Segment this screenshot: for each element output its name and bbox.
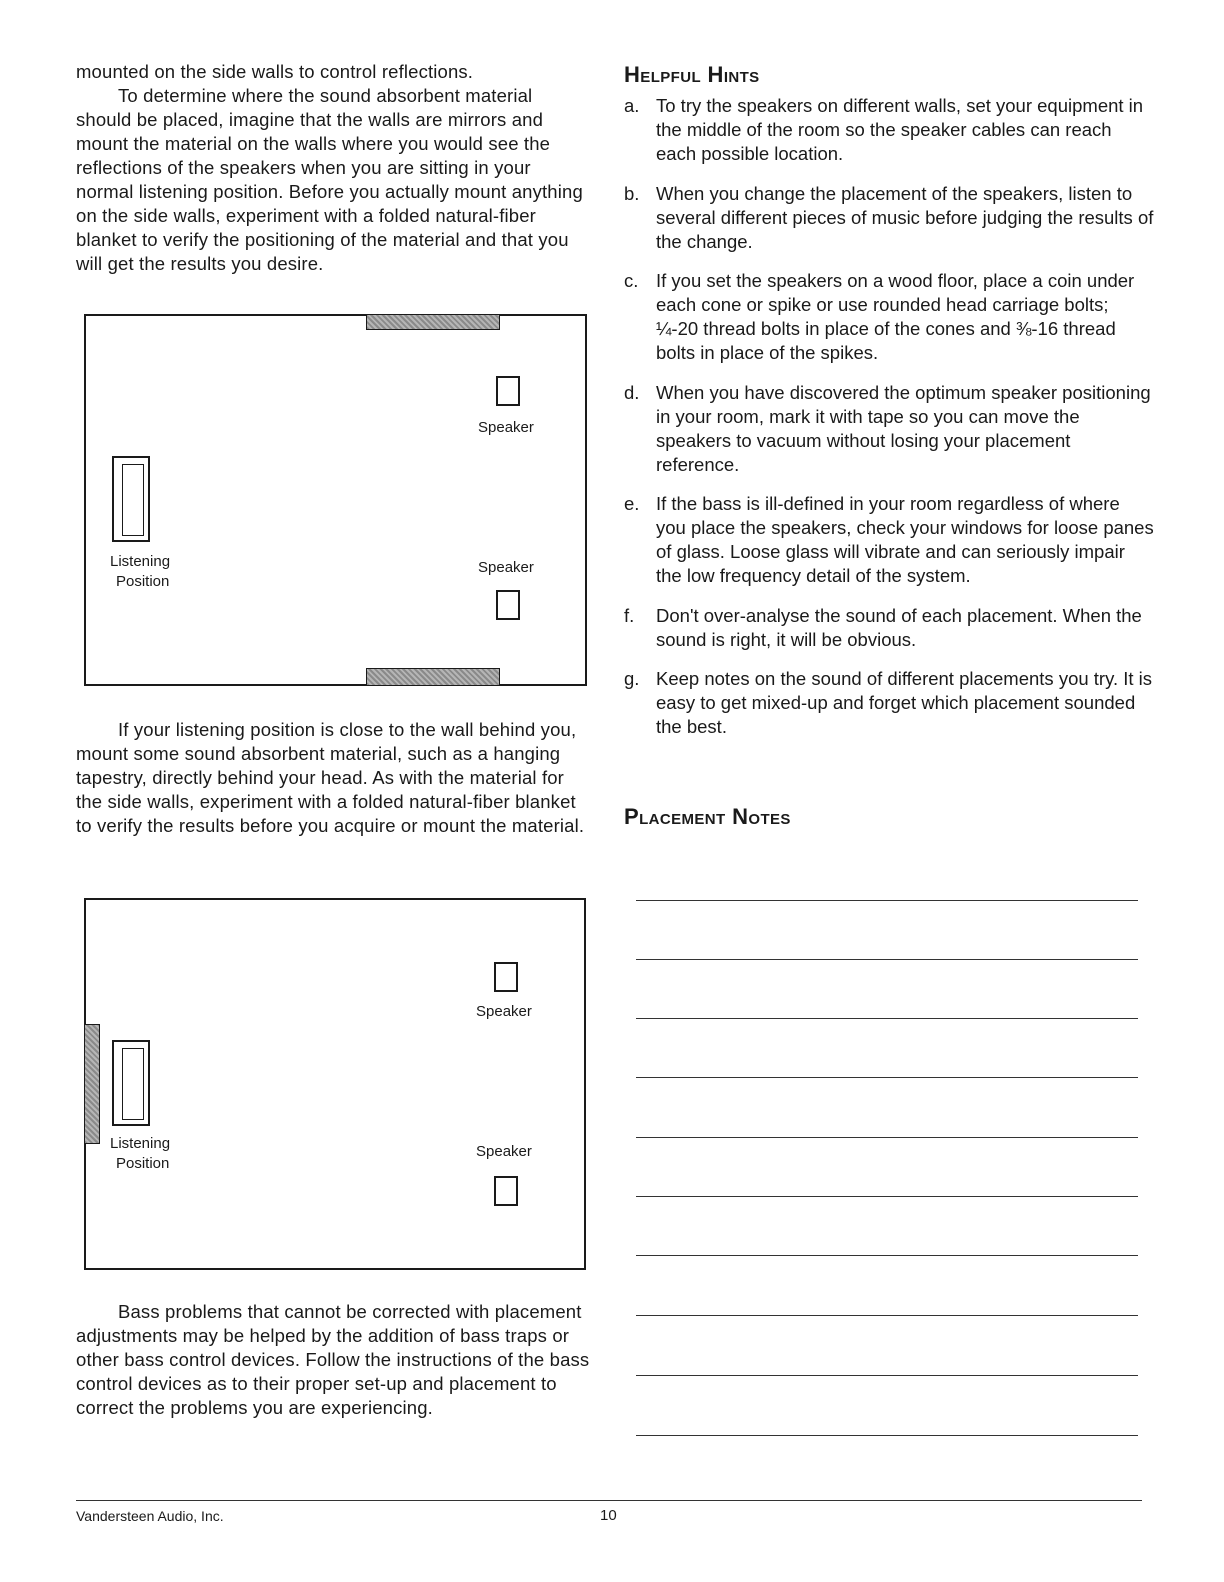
absorber-top-wall <box>366 314 500 330</box>
speaker-bottom-icon <box>494 1176 518 1206</box>
hint-letter: d. <box>624 381 640 403</box>
listening-label-line1: Listening <box>110 1135 171 1152</box>
hint-item <box>624 94 1154 166</box>
left-bottom-text <box>76 1300 592 1420</box>
paragraph-continued: mounted on the side walls to control reflections. <box>76 61 474 82</box>
hint-item <box>624 381 1154 477</box>
listening-chair-seat <box>122 1048 144 1120</box>
right-column <box>624 62 1154 755</box>
hint-text: Keep notes on the sound of different placements you try. It is easy to get mixed-up and forget which placement sounded the best. <box>656 668 1153 737</box>
speaker-top-icon <box>496 376 520 406</box>
hint-item <box>624 604 1154 652</box>
note-line[interactable] <box>636 1375 1138 1376</box>
hint-text: When you change the placement of the speakers, listen to several different pieces of music before judging the results of the change. <box>656 182 1154 252</box>
note-line[interactable] <box>636 900 1138 901</box>
hint-item <box>624 269 1154 365</box>
left-mid-text <box>76 718 592 838</box>
hint-text: If the bass is ill-defined in your room regardless of where you place the speakers, check your windows for loose panes of glass. Loose glass will vibrate and can seriously impair the low frequency detail of the system. <box>656 493 1154 586</box>
note-line[interactable] <box>636 1077 1138 1078</box>
hint-letter: c. <box>624 270 639 291</box>
speaker-top-label: Speaker <box>478 419 534 436</box>
helpful-hints-heading: Helpful Hints <box>624 62 760 87</box>
speaker-bottom-label: Speaker <box>478 559 534 576</box>
note-line[interactable] <box>636 959 1138 960</box>
hint-letter: f. <box>624 604 635 626</box>
listening-label-line2: Position <box>116 1155 170 1172</box>
placement-notes-heading: Placement Notes <box>624 804 791 829</box>
note-line[interactable] <box>636 1196 1138 1197</box>
hint-item <box>624 667 1154 739</box>
paragraph-bass-traps: Bass problems that cannot be corrected with placement adjustments may be helped by the addition of bass traps or other bass control devices. Follow the instructions of the bass control devices as to their proper set-up and placement to correct the problems you are experiencing. <box>76 1301 590 1418</box>
hint-text: To try the speakers on different walls, set your equipment in the middle of the room so the speaker cables can reach each possible location. <box>656 95 1144 164</box>
hint-letter: a. <box>624 95 640 116</box>
footer-divider <box>76 1500 1142 1501</box>
listening-label-line1: Listening <box>110 553 171 570</box>
absorber-bottom-wall <box>366 668 500 686</box>
speaker-bottom-icon <box>496 590 520 620</box>
listening-chair-seat <box>122 464 144 536</box>
paragraph-behind-head: If your listening position is close to the wall behind you, mount some sound absorbent material, such as a hanging tapestry, directly behind your head. As with the material for the side walls, experiment with a folded natural-fiber blanket to verify the results before you acquire or mount the material. <box>76 719 585 836</box>
note-line[interactable] <box>636 1137 1138 1138</box>
absorber-rear-wall <box>84 1024 100 1144</box>
hint-letter: g. <box>624 668 640 689</box>
hint-letter: b. <box>624 182 640 204</box>
speaker-top-icon <box>494 962 518 992</box>
note-line[interactable] <box>636 1018 1138 1019</box>
room-diagram-rear-wall <box>84 898 586 1270</box>
room-diagram-side-walls <box>84 314 587 686</box>
hint-text: If you set the speakers on a wood floor, place a coin under each cone or spike or use rounded head carriage bolts; ¼-20 thread bolts in place of the cones and ⅜-16 thread bolts in place of the spikes. <box>656 270 1135 363</box>
speaker-bottom-label: Speaker <box>476 1143 532 1160</box>
speaker-top-label: Speaker <box>476 1003 532 1020</box>
footer-company: Vandersteen Audio, Inc. <box>76 1508 224 1524</box>
note-line[interactable] <box>636 1315 1138 1316</box>
hint-item <box>624 492 1154 588</box>
hint-item <box>624 182 1154 254</box>
note-line[interactable] <box>636 1435 1138 1436</box>
hint-text: Don't over-analyse the sound of each placement. When the sound is right, it will be obvious. <box>656 604 1142 650</box>
left-column <box>76 60 592 276</box>
note-line[interactable] <box>636 1255 1138 1256</box>
hint-text: When you have discovered the optimum speaker positioning in your room, mark it with tape so you can move the speakers to vacuum without losing your placement reference. <box>656 381 1151 475</box>
paragraph-mirrors: To determine where the sound absorbent material should be placed, imagine that the walls are mirrors and mount the material on the walls where you would see the reflections of the speakers when you are sitting in your normal listening position. Before you actually mount anything on the side walls, experiment with a folded natural-fiber blanket to verify the positioning of the material and that you will get the results you desire. <box>76 85 583 274</box>
page-number: 10 <box>600 1507 617 1524</box>
listening-label-line2: Position <box>116 573 170 590</box>
hint-letter: e. <box>624 493 640 514</box>
